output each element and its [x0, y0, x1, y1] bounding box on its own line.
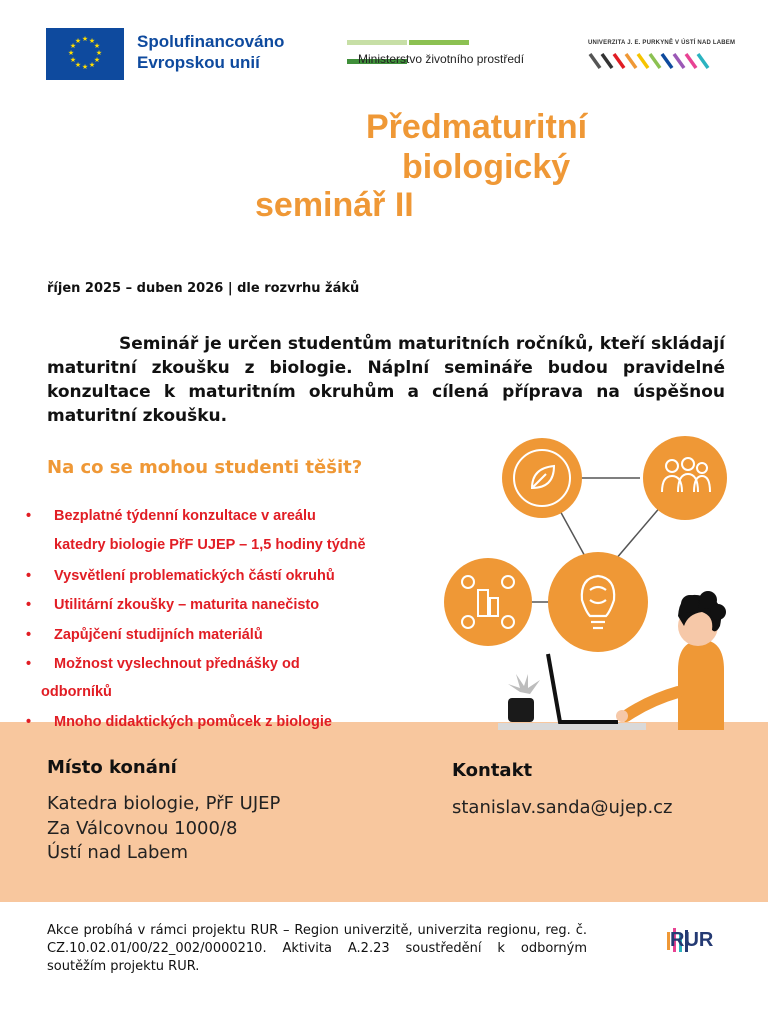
eu-text-line1: Spolufinancováno [137, 32, 285, 51]
list-item [26, 714, 332, 730]
bullet-marker: • [26, 508, 32, 524]
svg-text:★: ★ [74, 61, 82, 69]
title-line-2: biologický [402, 148, 571, 186]
project-footnote: Akce probíhá v rámci projektu RUR – Region univerzitě, univerzita regionu, reg. č. CZ.10.02.01/00/22_002/0000210. Aktivita A.2.23 soustředění k odborným soutěžím projektu RUR. [47, 923, 587, 974]
svg-text:★: ★ [74, 37, 82, 45]
university-logo-stripes [588, 50, 720, 72]
bullet-marker: • [26, 656, 32, 672]
list-item-text: katedry biologie PřF UJEP – 1,5 hodiny týdně [54, 537, 366, 553]
svg-text:★: ★ [67, 49, 75, 57]
svg-text:★: ★ [69, 56, 77, 64]
list-item [26, 627, 263, 643]
recycle-leaf-icon [502, 438, 582, 518]
list-item-text: odborníků [41, 684, 112, 700]
list-item-text: Zapůjčení studijních materiálů [54, 627, 263, 643]
list-item-text: Utilitární zkoušky – maturita nanečisto [54, 597, 320, 613]
venue-line: Ústí nad Labem [47, 842, 189, 863]
illustration [440, 430, 740, 730]
list-item-text: Možnost vyslechnout přednášky od [54, 656, 300, 672]
bullet-marker: • [26, 627, 32, 643]
benefits-heading: Na co se mohou studenti těšit? [47, 457, 363, 478]
venue-line: Za Válcovnou 1000/8 [47, 818, 238, 839]
title-line-3: seminář II [255, 186, 414, 224]
list-item [26, 508, 316, 524]
svg-text:★: ★ [93, 56, 101, 64]
brain-bulb-icon [548, 552, 648, 652]
list-item-text: Bezplatné týdenní konzultace v areálu [54, 508, 316, 524]
bullet-marker: • [26, 597, 32, 613]
intro-paragraph [47, 332, 725, 428]
intro-text: Seminář je určen studentům maturitních ročníků, kteří skládají maturitní zkoušku z biologie. Náplní semináře budou pravidelné konzultace k maturitním okruhům a cílená příprava na úspěšnou maturitní zkoušku. [47, 334, 725, 426]
svg-text:★: ★ [81, 63, 89, 71]
svg-text:★: ★ [93, 42, 101, 50]
list-item-text: Vysvětlení problematických částí okruhů [54, 568, 335, 584]
city-network-icon [444, 558, 532, 646]
university-label: UNIVERZITA J. E. PURKYNĚ V ÚSTÍ NAD LABEM [588, 40, 736, 46]
svg-text:★: ★ [81, 35, 89, 43]
list-item-continuation [54, 537, 366, 553]
list-item-text: Mnoho didaktických pomůcek z biologie [54, 714, 332, 730]
eu-flag-icon [46, 28, 124, 80]
ministry-logo-bars [347, 40, 532, 45]
contact-email-link[interactable]: stanislav.sanda@ujep.cz [452, 797, 673, 818]
bullet-marker: • [26, 568, 32, 584]
rur-logo-text: RUR [670, 929, 714, 951]
ministry-label: Ministerstvo životního prostředí [358, 52, 525, 66]
contact-heading: Kontakt [452, 760, 533, 781]
list-item [26, 568, 335, 584]
bullet-marker: • [26, 714, 32, 730]
list-item [26, 597, 320, 613]
svg-text:★: ★ [69, 42, 77, 50]
group-people-icon [643, 436, 727, 520]
list-item-continuation [41, 684, 112, 700]
list-item [26, 656, 300, 672]
eu-cofunding-label [137, 31, 284, 73]
date-schedule: říjen 2025 – duben 2026 | dle rozvrhu žáků [47, 281, 360, 296]
eu-text-line2: Evropskou unií [137, 53, 260, 72]
venue-heading: Místo konání [47, 757, 177, 778]
title-line-1: Předmaturitní [366, 108, 588, 146]
venue-line: Katedra biologie, PřF UJEP [47, 793, 281, 814]
plant-icon [508, 674, 540, 722]
svg-text:★: ★ [88, 37, 96, 45]
svg-text:★: ★ [95, 49, 103, 57]
svg-text:★: ★ [88, 61, 96, 69]
